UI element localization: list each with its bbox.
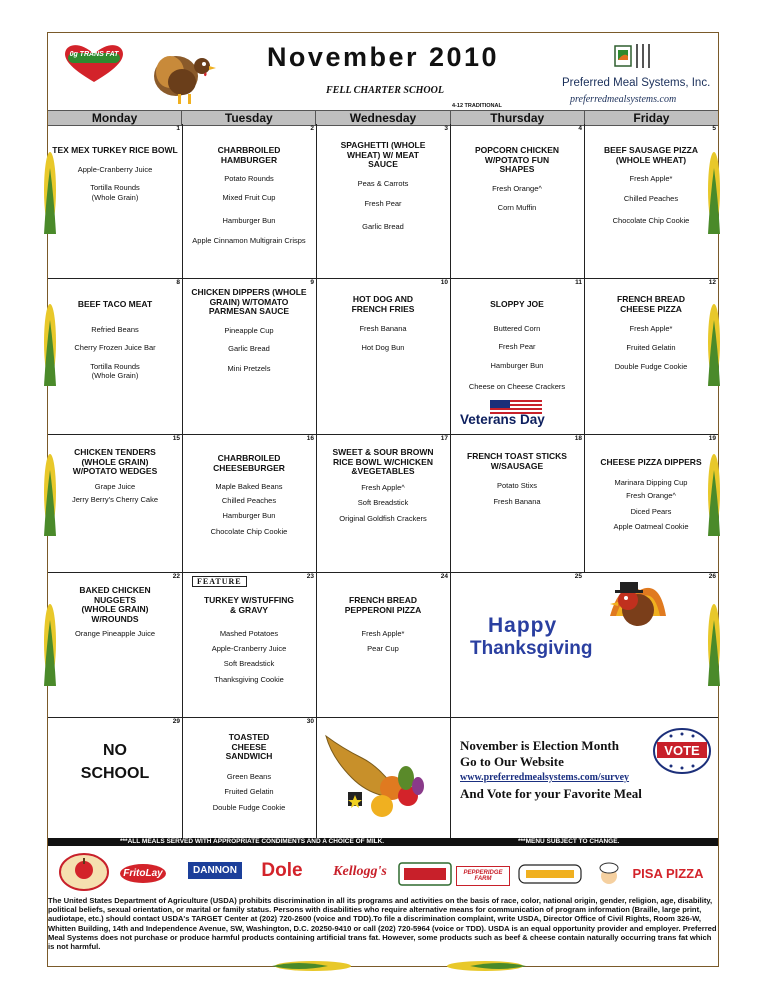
entree: CHARBROILED HAMBURGER — [217, 145, 281, 165]
day-cell — [48, 717, 182, 838]
corn-decoration-icon — [42, 600, 58, 690]
date-number: 5 — [712, 125, 716, 132]
date-number: 22 — [172, 573, 180, 580]
day-cell — [48, 124, 182, 278]
side-item: Chocolate Chip Cookie — [612, 216, 690, 225]
entree: CHICKEN DIPPERS (WHOLE GRAIN) W/TOMATO PARMESAN SAUCE — [191, 287, 307, 316]
entree: TEX MEX TURKEY RICE BOWL — [52, 145, 178, 155]
side-item: Refried Beans — [91, 324, 139, 334]
side-item: Original Goldfish Crackers — [339, 513, 427, 523]
side-item: Hot Dog Bun — [361, 342, 405, 352]
survey-link[interactable]: www.preferredmealsystems.com/survey — [460, 772, 630, 783]
day-cell — [182, 278, 316, 434]
turkey-icon — [148, 46, 224, 106]
day-cell — [584, 278, 718, 434]
entree: TOASTED CHEESE SANDWICH — [225, 732, 273, 761]
brand-dole: Dole — [261, 860, 303, 881]
pisa-pizza-chef-icon — [598, 862, 620, 886]
day-cell — [316, 434, 450, 572]
side-item: Soft Breadstick — [223, 659, 275, 668]
entree: SPAGHETTI (WHOLE WHEAT) W/ MEAT SAUCE — [340, 140, 426, 169]
company-name: Preferred Meal Systems, Inc. — [562, 77, 711, 89]
date-number: 19 — [708, 435, 716, 442]
side-item: Chilled Peaches — [221, 495, 277, 505]
brand-pepperidge-farm: PEPPERIDGE FARM — [456, 866, 510, 886]
side-item: Fruited Gelatin — [626, 342, 676, 352]
date-number: 17 — [440, 435, 448, 442]
day-cell — [316, 124, 450, 278]
vote-line-1: November is Election Month — [460, 738, 619, 753]
corn-decoration-icon — [42, 300, 58, 390]
side-item: Cherry Frozen Juice Bar — [74, 343, 156, 352]
cornucopia-icon — [322, 728, 432, 828]
side-item: Potato Rounds — [224, 174, 274, 183]
side-item: Cheese on Cheese Crackers — [468, 382, 566, 391]
entree: FRENCH BREAD CHEESE PIZZA — [617, 294, 685, 314]
side-item: Thanksgiving Cookie — [214, 674, 284, 684]
day-cell — [48, 572, 182, 717]
side-item: Green Beans — [226, 771, 272, 781]
brand-fritolay: FritoLay — [120, 864, 166, 883]
side-item: Grape Juice — [94, 481, 136, 491]
side-item: Fresh Apple^ — [361, 482, 405, 492]
usda-legal-notice: The United States Department of Agriculture (USDA) prohibits discrimination in all its programs and activities on the basis of race, color, national origin, gender, religion, age, disability, political beliefs, sexual orientation, or marital or family status. Persons with disabilities who require alternative means for communication of program information (Braille, large print, audiotape, etc.) should contact USDA's TARGET Center at (202) 720-2600 (voice and TDD).To file a discrimination complaint, write USDA, Director Office of Civil Rights, Room 326-W, Whitten Building, 14th and Independence Avenue, SW, Washington, D.C. 20250-9410 or call (202) 720-5964 (voice or TDD). USDA is an equal opportunity provider and employer. Preferred Meal Systems does not purchase or produce harmful products containing artificial trans fat. However, some products such as beef & cheese contain naturally occurring trans fat which is not harmful. — [48, 896, 717, 952]
corn-decoration-icon — [440, 958, 530, 974]
date-number: 29 — [172, 718, 180, 725]
side-item: Fruited Gelatin — [224, 787, 274, 796]
entree: POPCORN CHICKEN W/POTATO FUN SHAPES — [474, 145, 560, 174]
side-item: Fresh Apple* — [361, 629, 405, 638]
day-cell — [182, 717, 316, 838]
footer-notice-bar — [48, 838, 718, 846]
vote-line-2: Go to Our Website — [460, 754, 564, 769]
day-cell — [182, 124, 316, 278]
side-item: Tortilla Rounds (Whole Grain) — [90, 361, 140, 380]
company-url[interactable]: preferredmealsystems.com — [570, 94, 677, 105]
side-item: Apple-Cranberry Juice — [77, 164, 153, 174]
entree: FRENCH TOAST STICKS W/SAUSAGE — [467, 451, 567, 471]
side-item: Fresh Banana — [359, 324, 407, 333]
side-item: Garlic Bread — [228, 344, 270, 353]
gardetto-logo-icon — [398, 862, 452, 886]
day-cell — [450, 124, 584, 278]
entree: CHEESE PIZZA DIPPERS — [600, 457, 702, 467]
jack-links-logo-icon — [518, 864, 582, 884]
side-item: Pear Cup — [367, 643, 399, 653]
side-item: Potato Stixs — [496, 481, 538, 490]
happy-text: Happy — [488, 614, 558, 637]
menu-change-notice: ***MENU SUBJECT TO CHANGE. — [518, 838, 620, 845]
thanksgiving-text: Thanksgiving — [470, 638, 593, 659]
date-number: 16 — [306, 435, 314, 442]
side-item: Peas & Carrots — [357, 178, 409, 188]
corn-decoration-icon — [706, 600, 722, 690]
day-tuesday: Tuesday — [182, 111, 316, 125]
date-number: 12 — [708, 279, 716, 286]
side-item: Apple Oatmeal Cookie — [613, 522, 689, 531]
side-item: Diced Pears — [630, 506, 672, 516]
side-item: Garlic Bread — [362, 221, 404, 231]
date-number: 30 — [306, 718, 314, 725]
date-number: 25 — [574, 573, 582, 580]
date-number: 24 — [440, 573, 448, 580]
date-number: 23 — [306, 573, 314, 580]
heart-logo-text: 0g TRANS FAT — [69, 51, 119, 58]
date-number: 26 — [708, 573, 716, 580]
day-cell — [316, 572, 450, 717]
company-logo-icon — [614, 42, 654, 78]
side-item: Tortilla Rounds (Whole Grain) — [90, 183, 140, 202]
date-number: 10 — [440, 279, 448, 286]
brand-pisa-pizza: PISA PIZZA — [632, 866, 704, 881]
day-cell — [584, 434, 718, 572]
side-item: Fresh Pear — [498, 342, 536, 351]
apple-logo-icon — [58, 852, 110, 892]
date-number: 4 — [578, 125, 582, 132]
day-wednesday: Wednesday — [316, 111, 450, 125]
side-item: Mixed Fruit Cup — [222, 192, 276, 202]
day-cell — [450, 434, 584, 572]
feature-tag: FEATURE — [192, 576, 247, 587]
thanksgiving-turkey-icon — [600, 576, 670, 642]
side-item: Chilled Peaches — [623, 193, 679, 203]
side-item: Double Fudge Cookie — [212, 802, 286, 812]
entree: BEEF SAUSAGE PIZZA (WHOLE WHEAT) — [604, 145, 698, 165]
day-cell — [48, 278, 182, 434]
no-school-line-1: NO — [103, 742, 127, 759]
day-cell — [182, 572, 316, 717]
date-number: 15 — [172, 435, 180, 442]
grade-label: 4-12 TRADITIONAL — [452, 103, 502, 109]
brand-kelloggs: Kellogg's — [333, 864, 387, 879]
side-item: Fresh Orange^ — [492, 183, 542, 193]
corn-decoration-icon — [268, 958, 358, 974]
day-cell — [48, 434, 182, 572]
date-number: 18 — [574, 435, 582, 442]
vote-line-3: And Vote for your Favorite Meal — [460, 786, 642, 801]
day-friday: Friday — [633, 111, 670, 125]
vote-badge-text: VOTE — [664, 743, 700, 758]
day-cell — [182, 434, 316, 572]
entree: SWEET & SOUR BROWN RICE BOWL W/CHICKEN &VEGETABLES — [332, 447, 434, 476]
brand-dannon: DANNON — [188, 862, 242, 879]
side-item: Mashed Potatoes — [219, 629, 279, 638]
side-item: Fresh Pear — [364, 199, 402, 208]
day-cell — [584, 124, 718, 278]
side-item: Fresh Orange^ — [626, 491, 676, 500]
side-item: Buttered Corn — [493, 323, 541, 333]
side-item: Marinara Dipping Cup — [614, 477, 688, 487]
entree: BEEF TACO MEAT — [77, 299, 153, 309]
side-item: Hamburger Bun — [222, 511, 276, 520]
date-number: 9 — [310, 279, 314, 286]
heart-trans-fat-logo — [60, 42, 128, 84]
corn-decoration-icon — [42, 148, 58, 238]
side-item: Chocolate Chip Cookie — [210, 526, 288, 536]
veterans-day-label: Veterans Day — [460, 412, 545, 427]
side-item: Orange Pineapple Juice — [74, 629, 156, 638]
entree: CHARBROILED CHEESEBURGER — [213, 453, 285, 473]
corn-decoration-icon — [706, 148, 722, 238]
no-school-line-2: SCHOOL — [80, 765, 150, 782]
side-item: Mini Pretzels — [227, 363, 271, 373]
side-item: Corn Muffin — [497, 203, 537, 212]
date-number: 3 — [444, 125, 448, 132]
month-title: November 2010 — [266, 42, 500, 72]
entree: CHICKEN TENDERS (WHOLE GRAIN) W/POTATO WEDGES — [72, 447, 158, 476]
date-number: 2 — [310, 125, 314, 132]
date-number: 11 — [575, 279, 582, 286]
entree: TURKEY W/STUFFING & GRAVY — [203, 595, 295, 615]
day-cell — [316, 278, 450, 434]
vote-message — [460, 738, 642, 802]
condiments-notice: ***ALL MEALS SERVED WITH APPROPRIATE CONDIMENTS AND A CHOICE OF MILK. — [120, 838, 385, 845]
entree: BAKED CHICKEN NUGGETS (WHOLE GRAIN) W/ROUNDS — [79, 585, 151, 624]
side-item: Hamburger Bun — [222, 216, 276, 225]
side-item: Apple Cinnamon Multigrain Crisps — [192, 235, 306, 245]
day-thursday: Thursday — [451, 111, 585, 125]
side-item: Fresh Banana — [493, 496, 541, 506]
side-item: Apple-Cranberry Juice — [211, 643, 287, 653]
corn-decoration-icon — [42, 450, 58, 540]
side-item: Pineapple Cup — [224, 325, 274, 335]
corn-decoration-icon — [706, 450, 722, 540]
day-monday: Monday — [48, 111, 182, 125]
side-item: Maple Baked Beans — [215, 482, 283, 491]
side-item: Jerry Berry's Cherry Cake — [71, 495, 159, 504]
side-item: Double Fudge Cookie — [614, 362, 688, 371]
entree: HOT DOG AND FRENCH FRIES — [351, 294, 415, 314]
school-name: FELL CHARTER SCHOOL — [326, 85, 444, 96]
entree: FRENCH BREAD PEPPERONI PIZZA — [344, 595, 422, 615]
side-item: Fresh Apple* — [629, 174, 673, 183]
side-item: Soft Breadstick — [357, 498, 409, 507]
side-item: Hamburger Bun — [490, 360, 544, 370]
date-number: 1 — [176, 125, 180, 132]
side-item: Fresh Apple* — [629, 324, 673, 333]
date-number: 8 — [176, 279, 180, 286]
entree: SLOPPY JOE — [490, 299, 544, 309]
corn-decoration-icon — [706, 300, 722, 390]
